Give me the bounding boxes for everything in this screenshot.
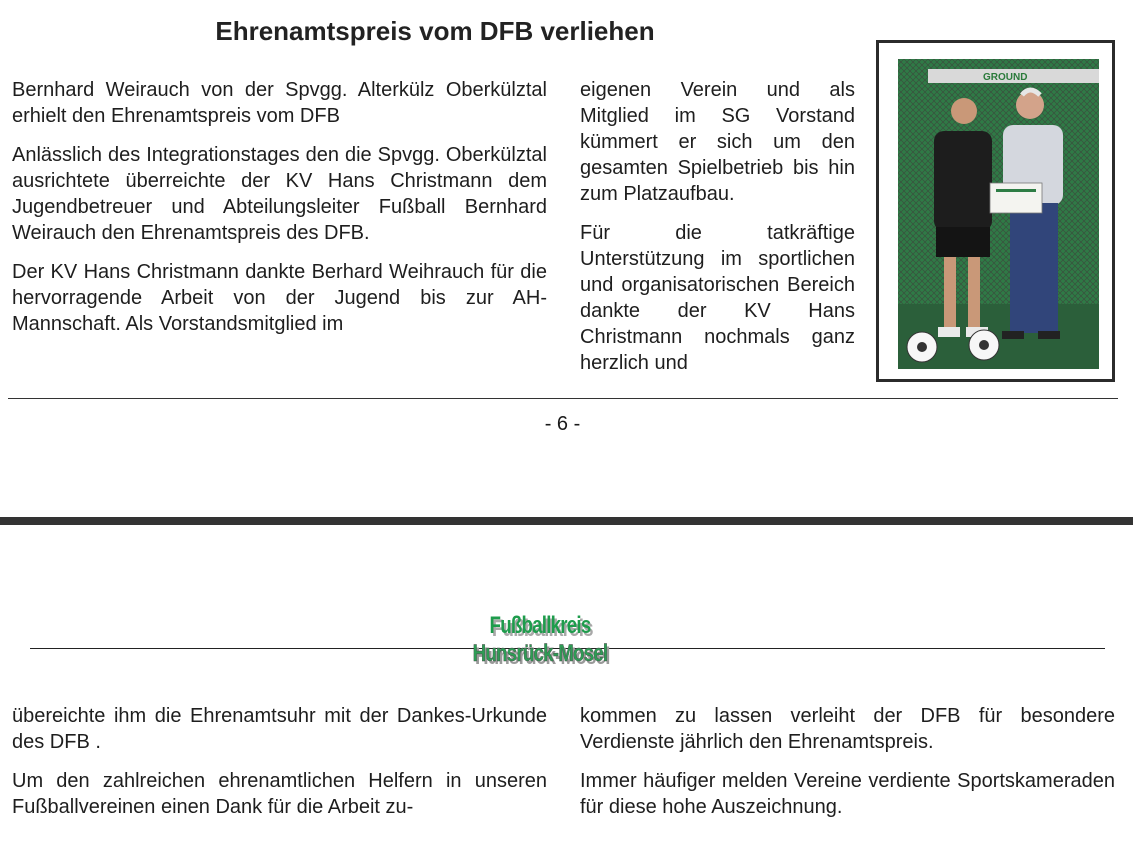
photo-banner-text: GROUND: [983, 72, 1028, 83]
paragraph: Bernhard Weirauch von der Spvgg. Alterkülz Oberkülztal erhielt den Ehrenamtspreis vom DFB: [12, 79, 547, 127]
page-separator-bar: [0, 517, 1133, 525]
continuation-column-right: [580, 703, 1115, 833]
divider-line: [8, 398, 1118, 399]
continuation-column-left: [12, 703, 547, 833]
article-column-left: [12, 77, 547, 350]
paragraph: eigenen Verein und als Mitglied im SG Vorstand kümmert er sich um den gesamten Spielbetrieb bis hin zum Platzaufbau.: [580, 79, 855, 205]
fussballkreis-logo: [440, 612, 640, 668]
award-photo-frame: [876, 40, 1115, 382]
logo-line1: Fußballkreis: [489, 612, 591, 639]
article-column-right: [580, 77, 855, 389]
paragraph: Anlässlich des Integrationstages den die Spvgg. Oberkülztal ausrichtete überreichte der KV Hans Christmann dem Jugendbetreuer und Abteilungsleiter Fußball Bernhard Weirauch den Ehrenamtspreis des DFB.: [12, 144, 547, 244]
paragraph: Um den zahlreichen ehrenamtlichen Helfern in unseren Fußballvereinen einen Dank für die Arbeit zu-: [12, 770, 547, 818]
paragraph: übereichte ihm die Ehrenamtsuhr mit der Dankes-Urkunde des DFB .: [12, 705, 547, 753]
paragraph: Für die tatkräftige Unterstützung im sportlichen und organisatorischen Bereich dankte der KV Hans Christmann nochmals ganz herzlich und: [580, 222, 855, 374]
paragraph: Immer häufiger melden Vereine verdiente Sportskameraden für diese hohe Auszeichnung.: [580, 770, 1115, 818]
logo-line2: Hunsrück-Mosel: [472, 640, 608, 667]
article-title: Ehrenamtspreis vom DFB verliehen: [215, 16, 655, 46]
paragraph: Der KV Hans Christmann dankte Berhard Weihrauch für die hervorragende Arbeit von der Jugend bis zur AH-Mannschaft. Als Vorstandsmitglied im: [12, 261, 547, 335]
award-photo: [898, 59, 1099, 369]
paragraph: kommen zu lassen verleiht der DFB für besondere Verdienste jährlich den Ehrenamtspreis.: [580, 705, 1115, 753]
page-number: - 6 -: [544, 413, 581, 435]
